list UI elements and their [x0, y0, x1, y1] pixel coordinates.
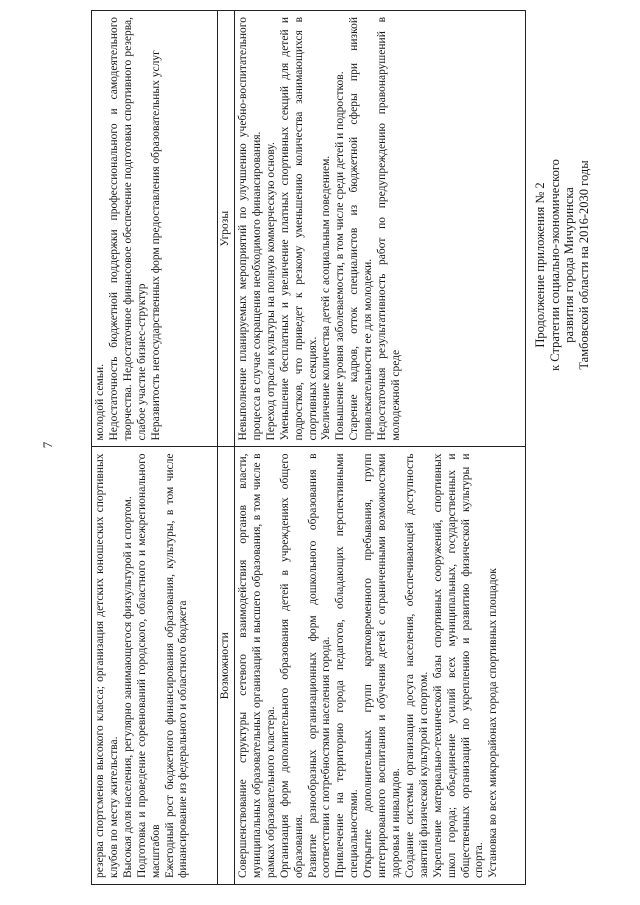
table-paragraph: Повышение уровня заболеваемости, в том числе среди детей и подростков.	[334, 71, 347, 441]
table-paragraph: Развитие разнообразных организационных форм дошкольного образования в соответствии с потребностями населения города.	[306, 453, 333, 878]
heading-line: развития города Мичуринска	[562, 187, 577, 343]
table-paragraph: Укрепление материально-технической базы спортивных сооружений, спортивных школ города; объединение усилий всех муниципальных, государственных и общественных организаций по укреплению и развитию физической культуры и спорта.	[431, 453, 486, 878]
appendix-heading	[533, 30, 591, 500]
table-paragraph: Организация форм дополнительного образования детей в учреждениях общего образования.	[278, 453, 305, 878]
table-paragraph: Недостаточность бюджетной поддержки профессионального и самодеятельного творчества. Недостаточное финансовое обеспечение подготовки спортивного резерва, слабое участие бизнес-структур	[107, 17, 148, 441]
table-paragraph: Создание системы организации досуга населения, обеспечивающей доступность занятий физической культурой и спортом.	[403, 453, 430, 878]
swot-table	[91, 10, 526, 885]
table-paragraph: Ежегодный рост бюджетного финансирования образования, культуры, в том числе финансирование из федерального и областного бюджета	[163, 453, 190, 878]
page-number: 7	[40, 441, 55, 449]
heading-line: Тамбовской области на 2016-2030 годы	[576, 160, 591, 370]
table-paragraph: Совершенствование структуры сетевого взаимодействия органов власти, муниципальных образовательных организаций и высшего образования, в том числе в рамках образовательного кластера.	[237, 453, 277, 878]
table-paragraph: Старение кадров, отток специалистов из бюджетной сферы при низкой привлекательности ее для молодежи.	[348, 17, 375, 441]
table-paragraph: резерва спортсменов высокого класса; организация детских юношеских спортивных клубов по месту жительства.	[94, 453, 120, 878]
table-paragraph: Высокая доля населения, регулярно занимающегося физкультурой и спортом.	[121, 496, 134, 878]
table-paragraph: Установка во всех микрорайонах города спортивных площадок	[487, 568, 500, 878]
opportunities-cell	[235, 448, 525, 885]
opportunities-header: Возможности	[217, 448, 235, 885]
right-column	[92, 11, 525, 448]
weaknesses-continued-cell	[92, 11, 217, 447]
heading-line: Продолжение приложения № 2	[533, 182, 547, 348]
rotated-page	[36, 0, 616, 895]
table-paragraph: Переход отрасли культуры на полную коммерческую основу.	[264, 142, 277, 441]
threats-header: Угрозы	[217, 11, 235, 447]
table-paragraph: Подготовка и проведение соревнований городского, областного и межрегионального масштабов	[135, 453, 162, 878]
table-paragraph: Неразвитость негосударственных форм предоставления образовательных услуг	[149, 50, 162, 441]
table-paragraph: Уменьшение бесплатных и увеличение платных спортивных секций для детей и подростков, что приведет к резкому уменьшению количества занимающихся в спортивных секциях.	[278, 17, 319, 441]
table-paragraph: Открытие дополнительных групп кратковременного пребывания, групп интегрированного воспитания и обучения детей с ограниченными возможностями здоровья и инвалидов.	[362, 453, 402, 878]
table-paragraph: Недостаточная результативность работ по предупреждению правонарушений в молодежной среде	[376, 17, 402, 441]
heading-line: к Стратегии социально-экономического	[547, 159, 562, 371]
table-paragraph: молодой семьи.	[94, 363, 106, 441]
table-paragraph: Невыполнение планируемых мероприятий по улучшению учебно-воспитательного процесса в случае сокращения необходимого финансирования.	[237, 17, 263, 441]
table-paragraph: Привлечение на территорию города педагогов, обладающих перспективными специальностями.	[334, 453, 361, 878]
threats-cell	[235, 11, 525, 447]
strengths-continued-cell	[92, 448, 217, 885]
left-column	[92, 448, 525, 885]
table-paragraph: Увеличение количества детей с асоциальным поведением.	[320, 155, 333, 441]
